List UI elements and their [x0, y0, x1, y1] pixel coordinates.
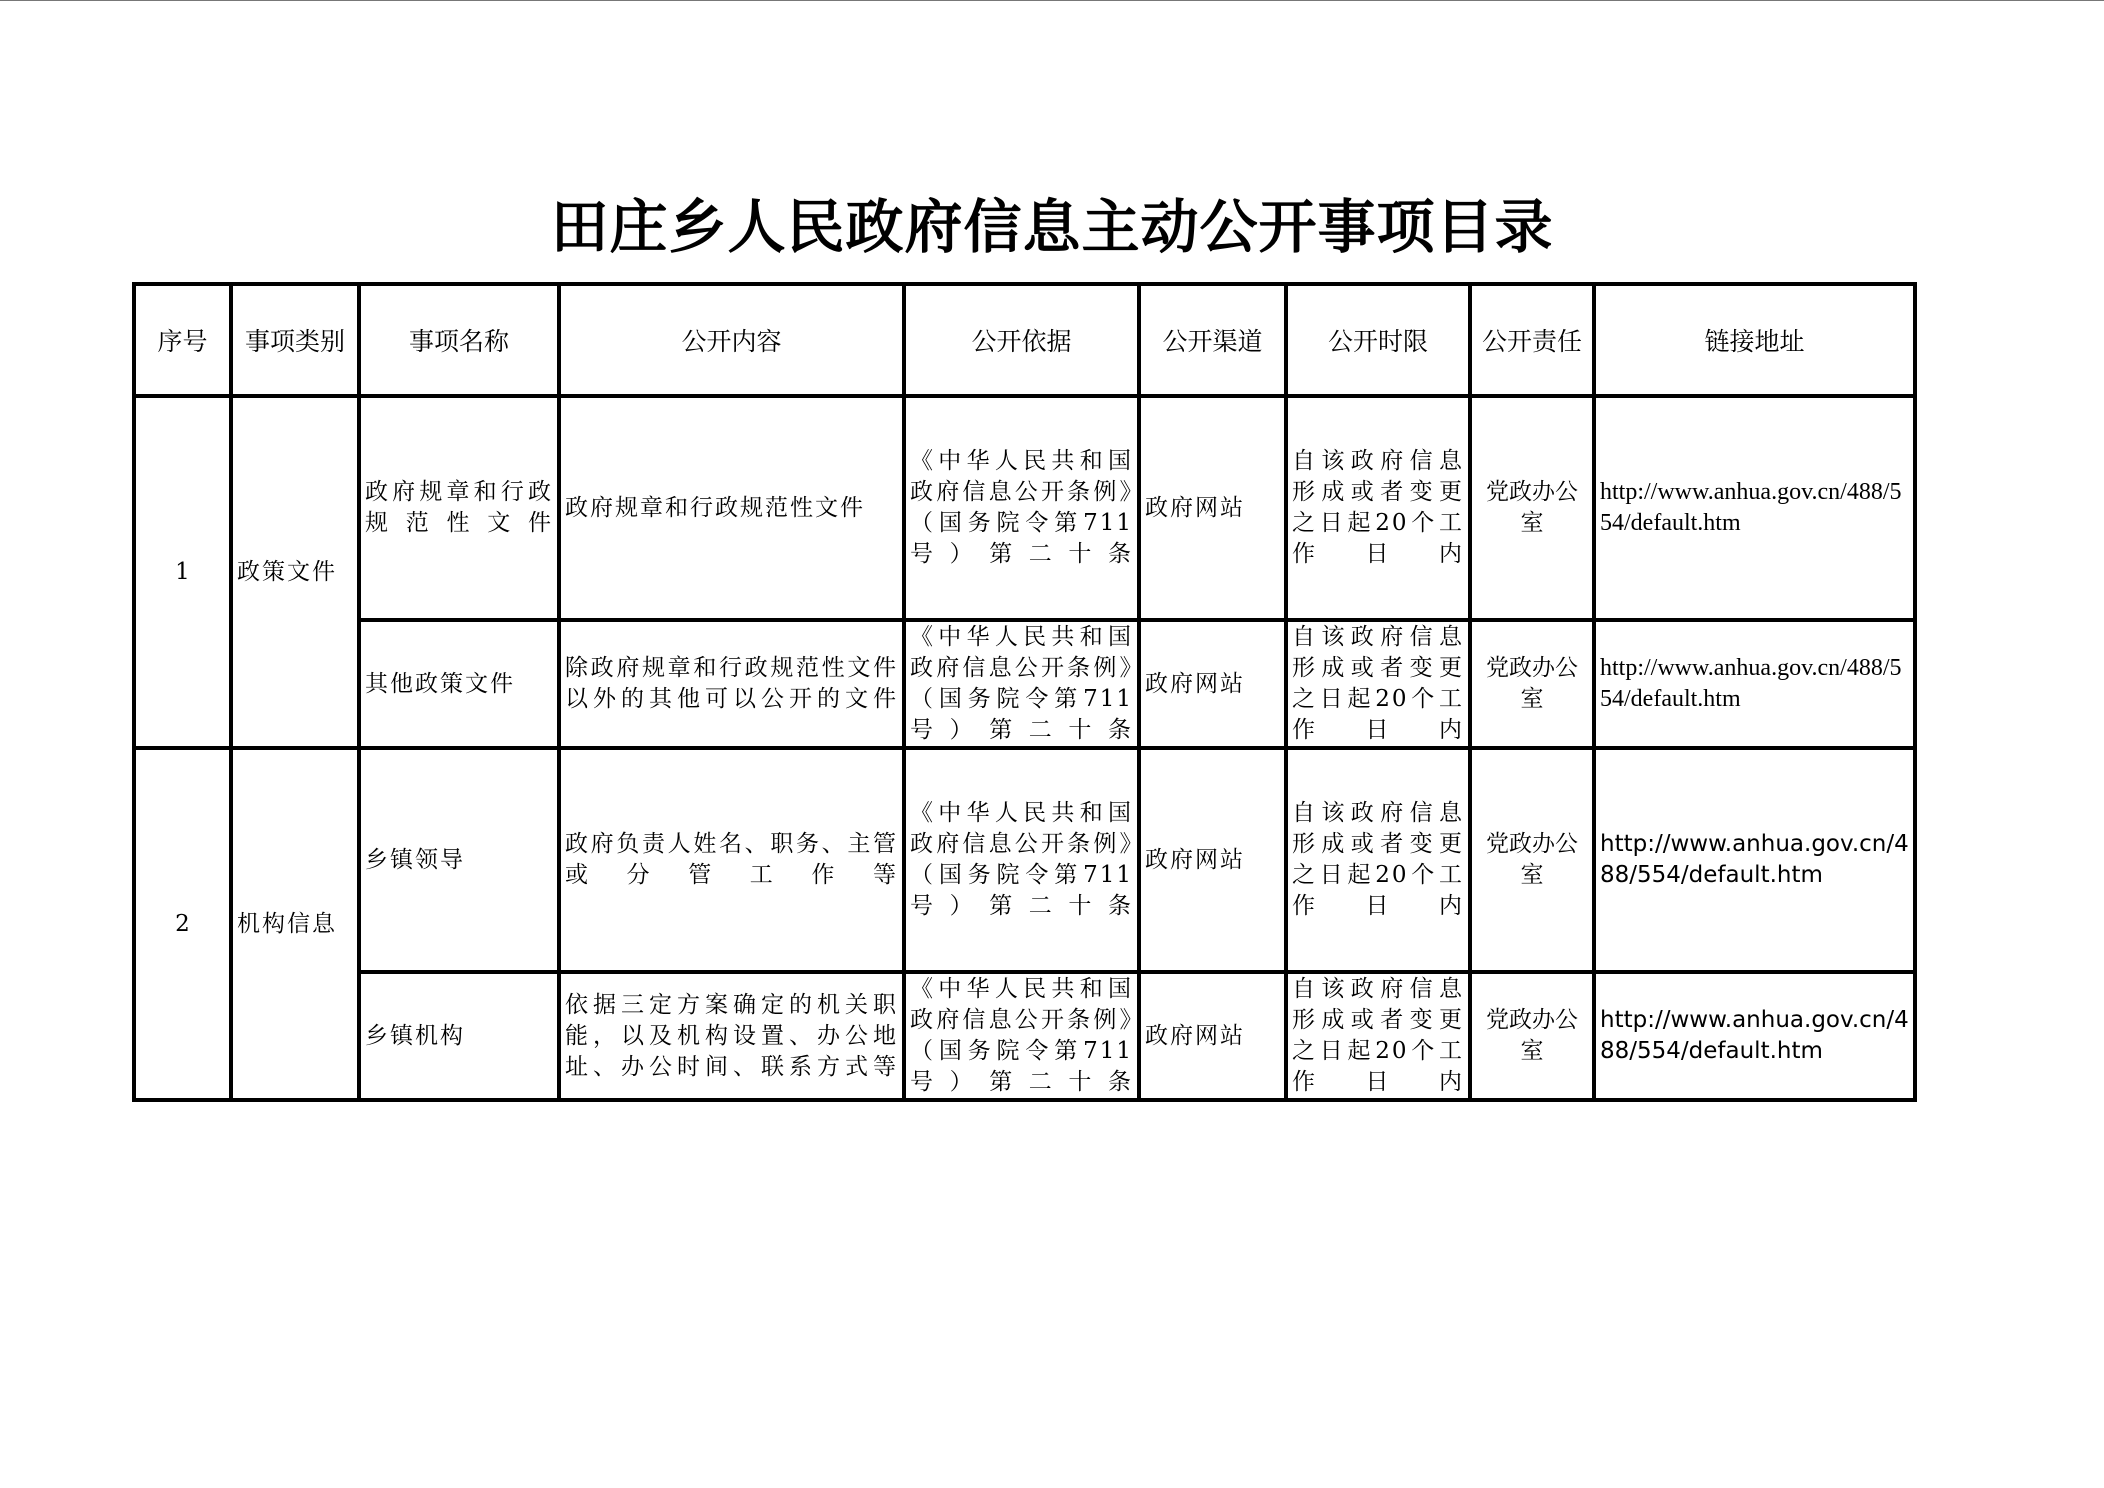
content-cell: 除政府规章和行政规范性文件以外的其他可以公开的文件 — [559, 620, 904, 748]
time-limit-cell: 自该政府信息形成或者变更之日起20个工作日内 — [1286, 748, 1470, 972]
link-cell[interactable]: http://www.anhua.gov.cn/488/554/default.htm — [1594, 748, 1915, 972]
time-limit-cell: 自该政府信息形成或者变更之日起20个工作日内 — [1286, 396, 1470, 620]
header-channel: 公开渠道 — [1139, 284, 1286, 396]
header-time-limit: 公开时限 — [1286, 284, 1470, 396]
disclosure-catalog-table — [132, 282, 1917, 1102]
table-row — [134, 972, 1915, 1100]
link-cell[interactable]: http://www.anhua.gov.cn/488/554/default.htm — [1594, 396, 1915, 620]
responsibility-cell: 党政办公室 — [1470, 396, 1594, 620]
basis-cell: 《中华人民共和国政府信息公开条例》（国务院令第711号）第二十条 — [904, 396, 1139, 620]
header-link: 链接地址 — [1594, 284, 1915, 396]
item-name-cell: 其他政策文件 — [359, 620, 559, 748]
item-name-cell: 乡镇机构 — [359, 972, 559, 1100]
seq-cell: 1 — [134, 396, 231, 748]
link-cell[interactable]: http://www.anhua.gov.cn/488/554/default.htm — [1594, 620, 1915, 748]
category-cell: 机构信息 — [231, 748, 359, 1100]
time-limit-cell: 自该政府信息形成或者变更之日起20个工作日内 — [1286, 620, 1470, 748]
header-category: 事项类别 — [231, 284, 359, 396]
page-title: 田庄乡人民政府信息主动公开事项目录 — [550, 193, 1554, 261]
content-cell: 政府负责人姓名、职务、主管或分管工作等 — [559, 748, 904, 972]
item-name-cell: 乡镇领导 — [359, 748, 559, 972]
header-basis: 公开依据 — [904, 284, 1139, 396]
table-row — [134, 396, 1915, 620]
responsibility-cell: 党政办公室 — [1470, 748, 1594, 972]
page-top-border — [0, 0, 2104, 1]
table-row — [134, 748, 1915, 972]
basis-cell: 《中华人民共和国政府信息公开条例》（国务院令第711号）第二十条 — [904, 620, 1139, 748]
seq-cell: 2 — [134, 748, 231, 1100]
channel-cell: 政府网站 — [1139, 396, 1286, 620]
channel-cell: 政府网站 — [1139, 620, 1286, 748]
basis-cell: 《中华人民共和国政府信息公开条例》（国务院令第711号）第二十条 — [904, 748, 1139, 972]
header-responsibility: 公开责任 — [1470, 284, 1594, 396]
content-cell: 依据三定方案确定的机关职能，以及机构设置、办公地址、办公时间、联系方式等 — [559, 972, 904, 1100]
table-row — [134, 620, 1915, 748]
header-seq: 序号 — [134, 284, 231, 396]
content-cell: 政府规章和行政规范性文件 — [559, 396, 904, 620]
channel-cell: 政府网站 — [1139, 748, 1286, 972]
header-content: 公开内容 — [559, 284, 904, 396]
item-name-cell: 政府规章和行政规范性文件 — [359, 396, 559, 620]
header-item-name: 事项名称 — [359, 284, 559, 396]
category-cell: 政策文件 — [231, 396, 359, 748]
basis-cell: 《中华人民共和国政府信息公开条例》（国务院令第711号）第二十条 — [904, 972, 1139, 1100]
time-limit-cell: 自该政府信息形成或者变更之日起20个工作日内 — [1286, 972, 1470, 1100]
responsibility-cell: 党政办公室 — [1470, 620, 1594, 748]
responsibility-cell: 党政办公室 — [1470, 972, 1594, 1100]
header-row — [134, 284, 1915, 396]
link-cell[interactable]: http://www.anhua.gov.cn/488/554/default.htm — [1594, 972, 1915, 1100]
channel-cell: 政府网站 — [1139, 972, 1286, 1100]
